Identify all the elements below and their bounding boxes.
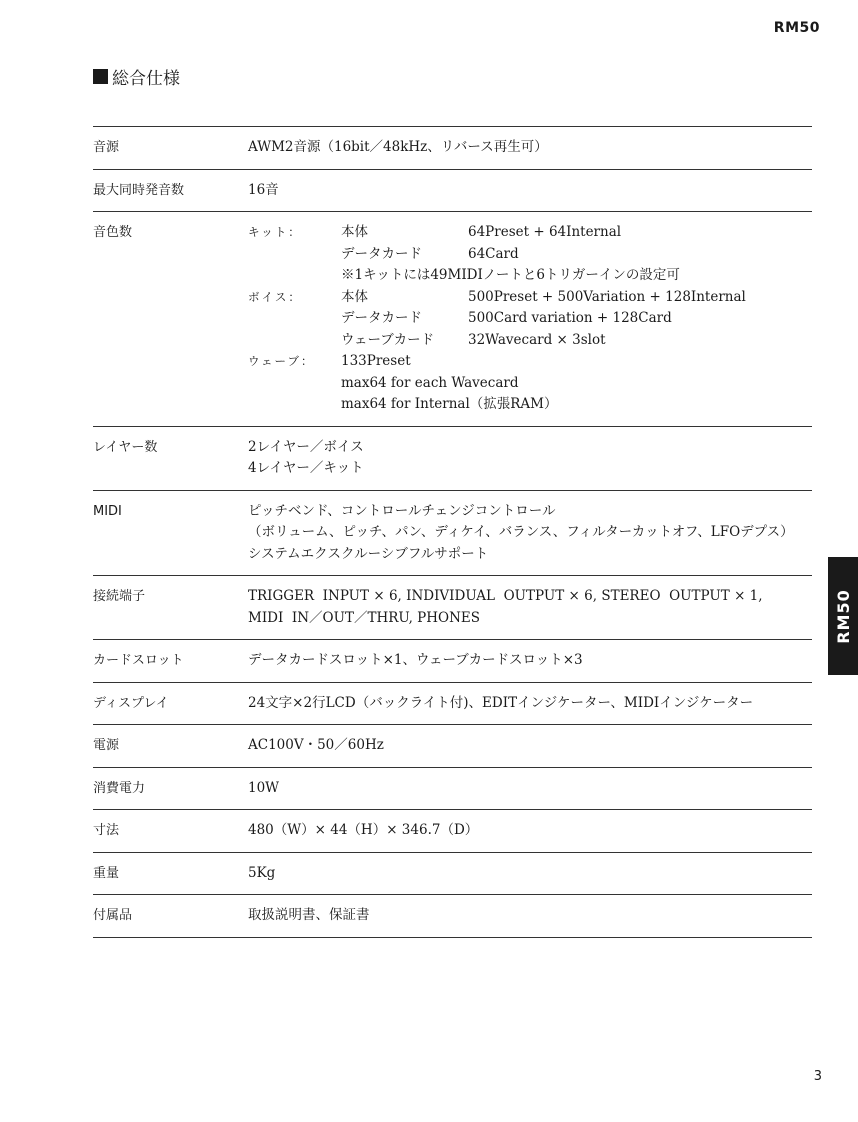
- voice-line: [248, 308, 812, 330]
- spec-value: AC100V・50／60Hz: [248, 737, 384, 753]
- spec-label: 最大同時発音数: [93, 182, 185, 198]
- spec-value-line: MIDI IN／OUT／THRU, PHONES: [248, 609, 480, 626]
- side-tab-label: RM50: [833, 588, 853, 644]
- side-tab: [828, 557, 858, 675]
- spec-value: AWM2音源（16bit／48kHz、リバース再生可）: [248, 139, 548, 155]
- spec-row-voices: [93, 212, 812, 427]
- spec-value: 16音: [248, 181, 279, 198]
- spec-row-card-slot: [93, 640, 812, 683]
- kit-item-name: データカード: [341, 245, 422, 262]
- wave-label: ウェーブ：: [248, 354, 315, 368]
- spec-row-accessories: [93, 895, 812, 938]
- spec-label: 重量: [93, 865, 120, 881]
- voice-item-value: 32Wavecard × 3slot: [468, 331, 606, 348]
- spec-row-midi: [93, 491, 812, 577]
- kit-label: キット：: [248, 225, 302, 239]
- kit-item-value: 64Card: [468, 245, 519, 262]
- spec-row-display: [93, 683, 812, 726]
- spec-value-block: [248, 437, 812, 480]
- spec-value-block: [248, 501, 812, 566]
- spec-label: 消費電力: [93, 780, 146, 796]
- kit-item-value: 64Preset + 64Internal: [468, 224, 622, 240]
- spec-label: 接続端子: [93, 589, 146, 604]
- spec-value: 取扱説明書、保証書: [248, 907, 370, 923]
- spec-row-power: [93, 725, 812, 768]
- spec-label: MIDI: [93, 503, 122, 519]
- wave-value: max64 for each Wavecard: [341, 374, 519, 391]
- spec-label: 寸法: [93, 823, 120, 838]
- kit-item-name: 本体: [341, 224, 368, 240]
- voice-label: ボイス：: [248, 289, 302, 304]
- spec-value-line: TRIGGER INPUT × 6, INDIVIDUAL OUTPUT × 6, STEREO OUTPUT × 1,: [248, 588, 763, 604]
- spec-value: 5Kg: [248, 864, 276, 881]
- spec-value-line: 2レイヤー／ボイス: [248, 438, 364, 455]
- spec-value-line: ピッチベンド、コントロールチェンジコントロール: [248, 502, 556, 519]
- spec-value: 24文字×2行LCD（バックライト付)、EDITインジケーター、MIDIインジケーター: [248, 694, 754, 711]
- wave-value: 133Preset: [341, 353, 411, 369]
- page-number: 3: [813, 1069, 822, 1084]
- spec-label: 電源: [93, 738, 120, 753]
- spec-row-dimensions: [93, 810, 812, 853]
- spec-row-consumption: [93, 768, 812, 811]
- spec-value-line: 4レイヤー／キット: [248, 460, 364, 476]
- wave-value: max64 for Internal（拡張RAM）: [341, 396, 558, 412]
- spec-value: データカードスロット×1、ウェーブカードスロット×3: [248, 652, 583, 668]
- voice-line: [248, 330, 812, 352]
- spec-row-layers: [93, 427, 812, 491]
- spec-label: ディスプレイ: [93, 695, 169, 711]
- wave-line: [248, 351, 812, 373]
- spec-row-connectors: [93, 576, 812, 640]
- spec-value-block: [248, 222, 812, 416]
- spec-label: カードスロット: [93, 653, 184, 668]
- spec-label: レイヤー数: [93, 439, 158, 455]
- model-header: RM50: [773, 20, 820, 36]
- spec-row-tone-source: [93, 127, 812, 170]
- voice-line: [248, 287, 812, 309]
- kit-note: ※1キットには49MIDIノートと6トリガーインの設定可: [341, 267, 680, 283]
- voice-item-value: 500Card variation + 128Card: [468, 310, 672, 326]
- spec-value-line: システムエクスクルーシブフルサポート: [248, 545, 489, 562]
- page-title: [93, 64, 180, 89]
- spec-row-polyphony: [93, 170, 812, 213]
- spec-row-weight: [93, 853, 812, 896]
- spec-label: 音色数: [93, 225, 133, 240]
- voice-item-value: 500Preset + 500Variation + 128Internal: [468, 288, 746, 305]
- spec-value: 480（W）× 44（H）× 346.7（D）: [248, 822, 479, 838]
- spec-label: 付属品: [93, 908, 133, 923]
- spec-value: 10W: [248, 779, 280, 796]
- voice-item-name: ウェーブカード: [341, 331, 435, 348]
- voice-item-name: データカード: [341, 310, 422, 326]
- square-bullet-icon: [93, 69, 108, 84]
- spec-value-line: （ボリューム、ピッチ、パン、ディケイ、バランス、フィルターカットオフ、LFOデプス）: [248, 524, 794, 540]
- spec-value-block: [248, 586, 812, 629]
- kit-line: [248, 222, 812, 244]
- kit-line: [248, 244, 812, 266]
- spec-label: 音源: [93, 140, 120, 155]
- spec-table: [93, 126, 812, 938]
- page-title-text: 総合仕様: [112, 69, 180, 89]
- voice-item-name: 本体: [341, 288, 368, 305]
